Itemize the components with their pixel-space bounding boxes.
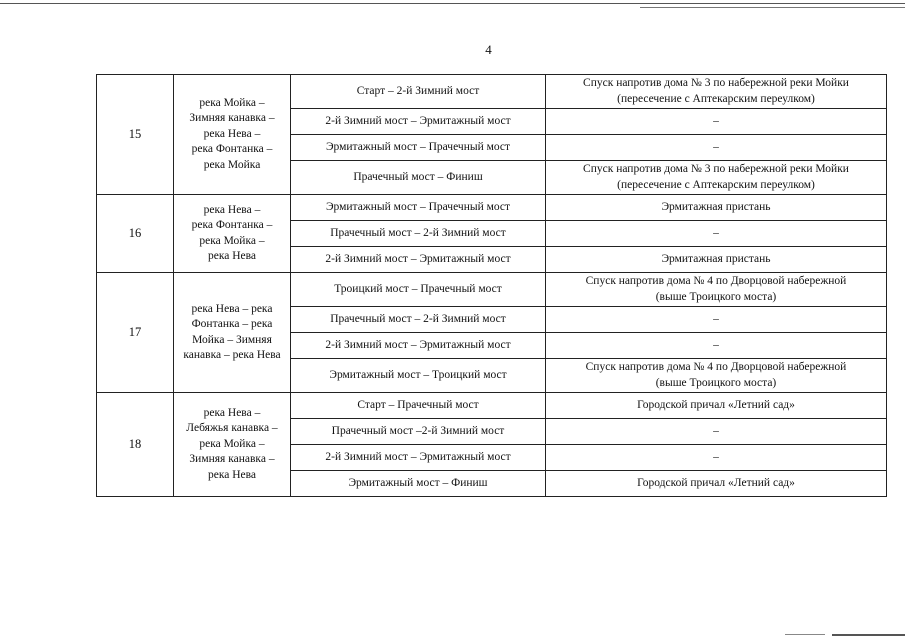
pier-cell	[546, 135, 887, 161]
route-waterway-line: Лебяжья канавка –	[186, 422, 278, 435]
route-waterway-line: река Нева	[207, 250, 257, 263]
route-number-cell: 17	[97, 273, 174, 393]
pier-cell	[546, 445, 887, 471]
pier-cell	[546, 393, 887, 419]
table-row	[97, 273, 887, 307]
pier-text-line: (пересечение с Аптекарским переулком)	[617, 178, 815, 191]
segment-cell: Старт – Прачечный мост	[291, 393, 546, 419]
bottom-scan-mark	[785, 634, 825, 635]
page-number: 4	[485, 42, 492, 57]
pier-cell	[546, 273, 887, 307]
route-waterways-cell	[174, 75, 291, 195]
route-waterway-line: река Нева –	[203, 406, 261, 419]
pier-text-line: Спуск напротив дома № 3 по набережной реки Мойки	[583, 77, 849, 89]
pier-cell	[546, 333, 887, 359]
table-row	[97, 195, 887, 221]
segment-cell: Эрмитажный мост – Финиш	[291, 471, 546, 497]
pier-cell	[546, 471, 887, 497]
segment-cell: Эрмитажный мост – Прачечный мост	[291, 195, 546, 221]
route-waterways-cell	[174, 195, 291, 273]
route-waterway-line: Зимняя канавка –	[189, 112, 275, 125]
segment-cell: Эрмитажный мост – Троицкий мост	[291, 359, 546, 393]
route-waterway-line: Фонтанка – река	[191, 318, 273, 331]
route-waterway-line: Зимняя канавка –	[189, 453, 275, 466]
segment-cell: Эрмитажный мост – Прачечный мост	[291, 135, 546, 161]
routes-table	[96, 74, 887, 497]
bottom-scan-mark-secondary	[832, 634, 905, 636]
pier-cell	[546, 195, 887, 221]
route-waterway-line: Мойка – Зимняя	[192, 333, 272, 346]
pier-cell	[546, 161, 887, 195]
pier-text-line: Эрмитажная пристань	[661, 252, 771, 265]
segment-cell: 2-й Зимний мост – Эрмитажный мост	[291, 445, 546, 471]
route-waterway-line: река Мойка	[203, 158, 261, 171]
pier-text-line: Городской причал «Летний сад»	[637, 476, 795, 489]
route-waterways-cell	[174, 393, 291, 497]
pier-text-line: –	[713, 114, 719, 127]
pier-text-line: –	[713, 338, 719, 351]
route-waterway-line: река Нева –	[203, 127, 261, 140]
pier-cell	[546, 247, 887, 273]
route-waterway-line: река Нева – река	[191, 302, 273, 315]
pier-text-line: (пересечение с Аптекарским переулком)	[617, 92, 815, 105]
route-waterways-cell	[174, 273, 291, 393]
segment-cell: 2-й Зимний мост – Эрмитажный мост	[291, 109, 546, 135]
route-waterway-line: река Фонтанка –	[191, 219, 273, 232]
route-waterway-line: река Мойка –	[199, 96, 265, 109]
route-number-cell: 16	[97, 195, 174, 273]
segment-cell: Троицкий мост – Прачечный мост	[291, 273, 546, 307]
route-waterway-line: река Нева –	[203, 203, 261, 216]
segment-cell: Старт – 2-й Зимний мост	[291, 75, 546, 109]
pier-text-line: Спуск напротив дома № 3 по набережной реки Мойки	[583, 163, 849, 176]
route-waterway-line: река Нева	[207, 468, 257, 481]
segment-cell: Прачечный мост – Финиш	[291, 161, 546, 195]
pier-cell	[546, 75, 887, 109]
pier-text-line: Эрмитажная пристань	[661, 200, 771, 213]
pier-cell	[546, 359, 887, 393]
pier-text-line: Спуск напротив дома № 4 по Дворцовой набережной	[585, 361, 847, 374]
routes-table-body	[97, 75, 887, 497]
segment-cell: Прачечный мост –2-й Зимний мост	[291, 419, 546, 445]
segment-cell: 2-й Зимний мост – Эрмитажный мост	[291, 247, 546, 273]
route-waterway-line: канавка – река Нева	[183, 349, 281, 362]
pier-text-line: –	[713, 140, 719, 153]
pier-text-line: –	[713, 450, 719, 463]
pier-text-line: Городской причал «Летний сад»	[637, 398, 795, 411]
segment-cell: Прачечный мост – 2-й Зимний мост	[291, 307, 546, 333]
segment-cell: 2-й Зимний мост – Эрмитажный мост	[291, 333, 546, 359]
route-number-cell: 15	[97, 75, 174, 195]
top-scan-line-secondary	[640, 7, 905, 8]
pier-text-line: Спуск напротив дома № 4 по Дворцовой набережной	[585, 275, 847, 288]
segment-cell: Прачечный мост – 2-й Зимний мост	[291, 221, 546, 247]
pier-text-line: (выше Троицкого моста)	[655, 376, 777, 389]
route-number-cell: 18	[97, 393, 174, 497]
pier-cell	[546, 221, 887, 247]
pier-cell	[546, 419, 887, 445]
route-waterway-line: река Мойка –	[199, 437, 265, 450]
table-row	[97, 75, 887, 109]
top-scan-line	[0, 3, 905, 4]
table-row	[97, 393, 887, 419]
pier-text-line: –	[713, 424, 719, 437]
pier-cell	[546, 109, 887, 135]
route-waterway-line: река Мойка –	[199, 234, 265, 247]
pier-text-line: (выше Троицкого моста)	[655, 290, 777, 303]
route-waterway-line: река Фонтанка –	[191, 143, 273, 156]
pier-text-line: –	[713, 312, 719, 325]
pier-text-line: –	[713, 226, 719, 239]
pier-cell	[546, 307, 887, 333]
